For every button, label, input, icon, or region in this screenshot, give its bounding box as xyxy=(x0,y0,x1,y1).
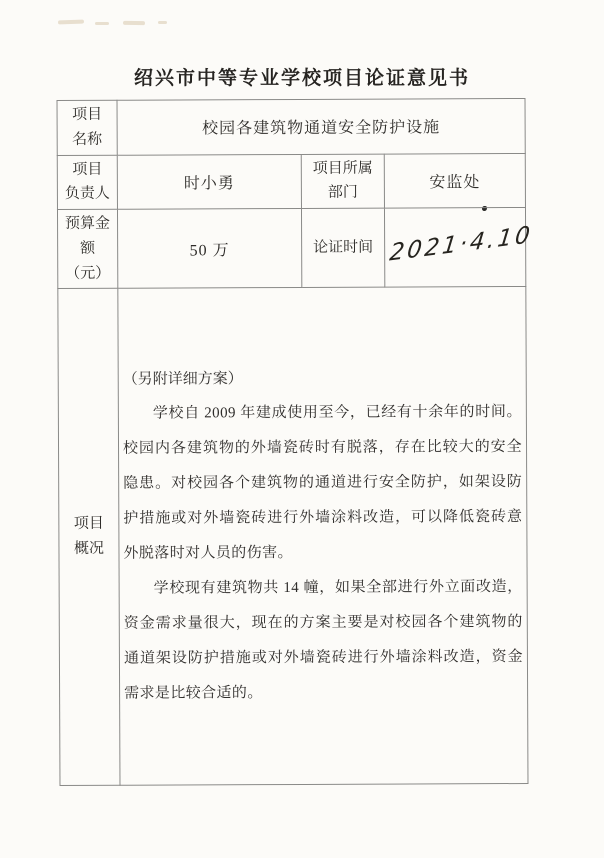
scan-smudge-artifact xyxy=(58,20,84,25)
department-value: 安监处 xyxy=(384,153,525,208)
project-review-form-table xyxy=(57,98,535,786)
row-project-name xyxy=(57,98,525,155)
scan-smudge-artifact xyxy=(158,21,167,24)
department-label: 项目所属部门 xyxy=(301,154,384,209)
row-overview xyxy=(58,287,528,786)
project-name-value: 校园各建筑物通道安全防护设施 xyxy=(117,98,525,154)
row-budget-time xyxy=(57,207,525,288)
review-time-label: 论证时间 xyxy=(301,208,384,288)
review-time-value-cell xyxy=(384,207,535,287)
row-leader-department xyxy=(57,153,525,210)
scan-smudge-artifact xyxy=(123,21,145,25)
overview-paragraph: 学校现有建筑物共 14 幢，如果全部进行外立面改造，资金需求量很大，现在的方案主要是对校园各个建筑物的通道架设防护措施或对外墙瓷砖进行外墙涂料改造，资金需求是比较合适的。 xyxy=(123,578,524,702)
project-name-label: 项目 名称 xyxy=(57,100,117,155)
scan-smudge-artifact xyxy=(95,22,109,25)
overview-note: （另附详细方案） xyxy=(122,370,243,388)
budget-value: 50 万 xyxy=(117,208,301,288)
document-title: 绍兴市中等专业学校项目论证意见书 xyxy=(133,68,470,89)
overview-content-cell xyxy=(118,287,528,786)
overview-paragraph: 学校自 2009 年建成使用至今，已经有十余年的时间。校园内各建筑物的外墙瓷砖时有脱落，存在比较大的安全隐患。对校园各个建筑物的通道进行安全防护，如架设防护措施或对外墙瓷砖进行外墙涂料改造，可以降低瓷砖意外脱落时对人员的伤害。 xyxy=(122,403,523,562)
project-leader-label: 项目 负责人 xyxy=(57,155,117,210)
handwritten-date: 2021·4.10 xyxy=(388,221,535,267)
overview-label: 项目 概况 xyxy=(58,289,120,786)
budget-label: 预算金 额（元） xyxy=(57,209,117,289)
project-leader-value: 时小勇 xyxy=(117,154,301,209)
